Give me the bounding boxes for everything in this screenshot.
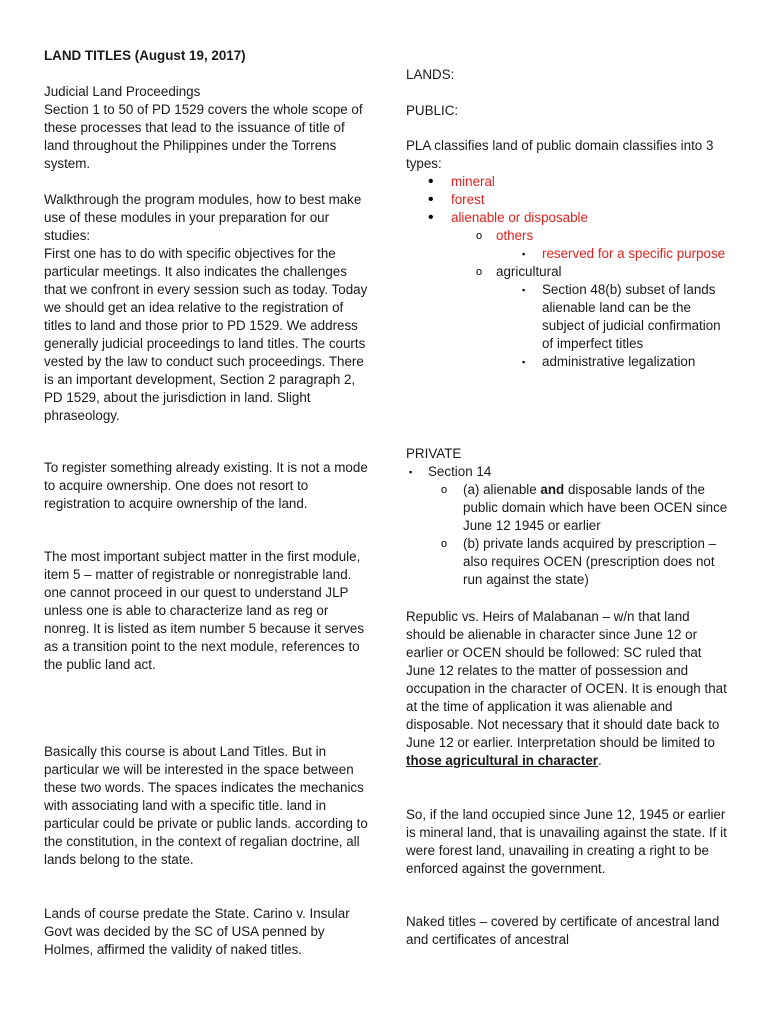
square-bullet-icon: ▪ — [522, 357, 526, 367]
list-item-text: Section 48(b) subset of lands alienable land can be the subject of judicial confirmation of imperfect titles — [542, 282, 721, 351]
paragraph: First one has to do with specific objectives for the particular meetings. It also indicates the challenges that we confront in every session such as today. Today we should get an idea relative to the registration of titles to land and those prior to PD 1529. We address generally judicial proceedings to land titles. The courts vested by the law to conduct such proceedings. There is an important development, Section 2 paragraph 2, PD 1529, about the jurisdiction in land. Slight phraseology. — [44, 246, 368, 423]
list-item — [406, 353, 731, 371]
list-item — [406, 481, 731, 535]
list-item-text: (b) private lands acquired by prescription – also requires OCEN (prescription does not run against the state) — [463, 536, 717, 587]
paragraph: Lands of course predate the State. Carino v. Insular Govt was decided by the SC of USA penned by Holmes, affirmed the validity of naked titles. — [44, 906, 350, 957]
paragraph: To register something already existing. It is not a mode to acquire ownership. One does not resort to registration to acquire ownership of the land. — [44, 460, 368, 511]
lands-heading: LANDS: — [406, 67, 455, 82]
emphasis: and — [540, 482, 565, 497]
circle-bullet-icon: o — [476, 230, 483, 242]
paragraph: Basically this course is about Land Titles. But in particular we will be interested in the space between these two words. The spaces indicates the mechanics with associating land with a specific title. land in particular could be private or public lands. according to the constitution, in the context of regalian doctrine, all lands belong to the state. — [44, 744, 368, 867]
square-bullet-icon: ▪ — [409, 467, 413, 477]
paragraph: Walkthrough the program modules, how to best make use of these modules in your preparation for our studies: — [44, 192, 362, 243]
list-item-text: disposable lands of the public domain which have been OCEN since June 12 1945 or earlier — [463, 482, 728, 533]
underlined-emphasis: those agricultural in character — [406, 753, 598, 768]
square-bullet-icon: ▪ — [522, 249, 526, 259]
list-item — [406, 463, 731, 481]
public-heading: PUBLIC: — [406, 103, 459, 118]
list-item — [406, 263, 731, 281]
list-item: • forest — [406, 191, 731, 209]
paragraph — [406, 608, 731, 770]
paragraph: Section 1 to 50 of PD 1529 covers the whole scope of these processes that lead to the issuance of title of land throughout the Philippines under the Torrens system. — [44, 102, 363, 171]
paragraph: The most important subject matter in the first module, item 5 – matter of registrable or nonregistrable land. one cannot proceed in our quest to understand JLP unless one is able to characterize land as reg or nonreg. It is listed as item number 5 because it serves as a transition point to the next module, references to the public land act. — [44, 549, 365, 672]
list-item-text: reserved for a specific purpose — [542, 246, 726, 261]
list-item-text: Section 14 — [428, 464, 492, 479]
private-heading: PRIVATE — [406, 446, 462, 461]
paragraph-text: Republic vs. Heirs of Malabanan – w/n that land should be alienable in character since June 12 or earlier or OCEN should be followed: SC ruled that June 12 relates to the matter of possession and occupation in the character of OCEN. It is enough that at the time of application it was alienable and disposable. Not necessary that it should date back to June 12 or earlier. Interpretation should be limited to — [406, 609, 727, 750]
list-item-text: others — [496, 228, 534, 243]
list-item — [406, 245, 731, 263]
list-item-text: administrative legalization — [542, 354, 696, 369]
private-list — [406, 463, 731, 589]
list-item: • alienable or disposable — [406, 209, 731, 227]
list-item-text: agricultural — [496, 264, 562, 279]
land-types-list — [406, 173, 731, 371]
paragraph-text: . — [598, 753, 602, 768]
circle-bullet-icon: o — [476, 266, 483, 278]
section-heading: Judicial Land Proceedings — [44, 84, 201, 99]
list-item — [406, 535, 731, 589]
square-bullet-icon: ▪ — [522, 285, 526, 295]
list-item: • mineral — [406, 173, 731, 191]
list-item — [406, 227, 731, 245]
paragraph: Naked titles – covered by certificate of ancestral land and certificates of ancestral — [406, 914, 720, 947]
circle-bullet-icon: o — [441, 538, 448, 550]
list-item-text: (a) alienable — [463, 482, 541, 497]
list-item — [406, 281, 731, 353]
document-title: LAND TITLES (August 19, 2017) — [44, 48, 246, 63]
paragraph: PLA classifies land of public domain classifies into 3 types: — [406, 138, 714, 171]
paragraph: So, if the land occupied since June 12, 1945 or earlier is mineral land, that is unavailing against the state. If it were forest land, unavailing in creating a right to be enforced against the government. — [406, 807, 727, 876]
circle-bullet-icon: o — [441, 484, 448, 496]
